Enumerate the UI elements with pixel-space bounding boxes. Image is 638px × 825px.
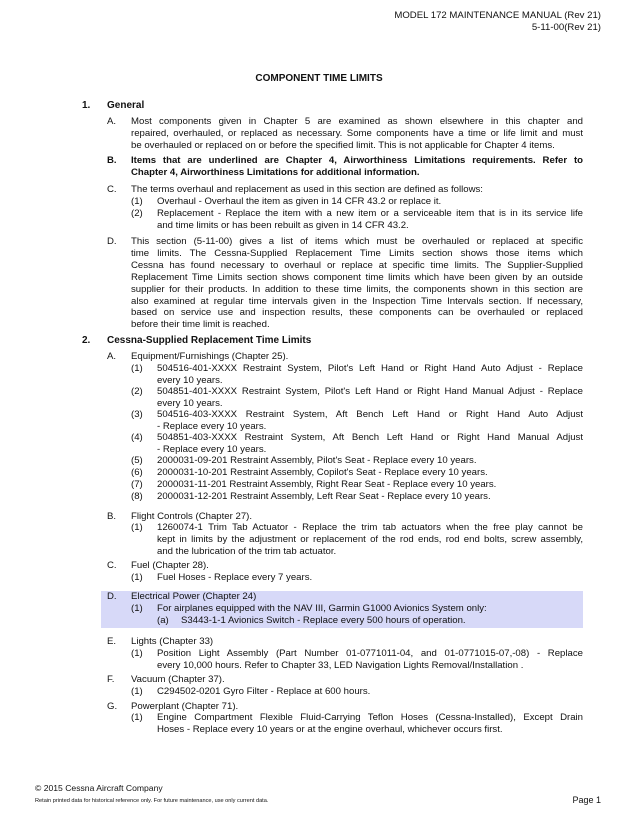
section-reference: 5-11-00(Rev 21) [531,22,601,33]
manual-page: MODEL 172 MAINTENANCE MANUAL (Rev 21) 5-11-00(Rev 21) COMPONENT TIME LIMITS 1. General A. Most components given in Chapter 5 are examined as shown elsewhere in this chapter and repaired, overhauled, or replaced as necessary. Some components have a time or life limit and must be overhauled or replaced on or before the specified limit. This is not applicable for Chapter 4 items. B. Items that are underlined are Chapter 4, Airworthiness Limitations requirements. Refer to Chapter 4, Airworthiness Limitations for additional information. C. The terms overhaul and replacement as used in this section are defined as follows: (1) Overhaul - Overhaul the item as given in 14 CFR 43.2 or replace it. (2) Replacement - Replace the item with a new item or a serviceable item that is in its service life and time limits or has been rebuilt as given in 14 CFR 43.2. D. This section (5-11-00) gives a list of items which must be overhauled or replaced at specific time limits. The Cessna-Supplied Replacement Time Limits section shows those items which Cessna has found necessary to overhaul or replace at specific time limits. The Supplier-Supplied Replacement Time Limits section shows component time limits which have been given by an outside supplier for their products. In addition to these time limits, the components shown in this section are also examined at regular time intervals given in the Inspection Time Intervals section. If necessary, based on service use and inspection results, these components can be overhauled or replaced before their time limit is reached. 2. Cessna-Supplied Replacement Time Limits A. Equipment/Furnishings (Chapter 25). (1) 504516-401-XXXX Restraint System, Pilot's Left Hand or Right Hand Auto Adjust - Replace every 10 years. (2) 504851-401-XXXX Restraint System, Pilot's Left Hand or Right Hand Manual Adjust - Replace every 10 years. (3) 504516-403-XXXX Restraint System, Aft Bench Left Hand or Right Hand Auto Adjust - Replace every 10 years. (4) 504851-403-XXXX Restraint System, Aft Bench Left Hand or Right Hand Manual Adjust - Replace every 10 years. (5) 2000031-09-201 Restraint Assembly, Pilot's Seat - Replace every 10 years. (6) 2000031-10-201 Restraint Assembly, Copilot's Seat - Replace every 10 years. (7) 2000031-11-201 Restraint Assembly, Right Rear Seat - Replace every 10 years. (8) 2000031-12-201 Restraint Assembly, Left Rear Seat - Replace every 10 years. B. Flight Controls (Chapter 27). (1) 1260074-1 Trim Tab Actuator - Replace the trim tab actuators when the free play cannot be kept in limits by the adjustment or replacement of the rod ends, rod end bolts, screw assembly, and the lubrication of the trim tab actuator. C. Fuel (Chapter 28). (1) Fuel Hoses - Replace every 7 years. D. Electrical Power (Chapter 24) (1) For airplanes equipped with the NAV III, Garmin G1000 Avionics System only: (a) S3443-1-1 Avionics Switch - Replace every 500 hours of operation. E. Lights (Chapter 33) (1) Position Light Assembly (Part Number 01-0771011-04, and 01-0771015-07,-08) - Replace every 10,000 hours. Refer to Chapter 33, LED Navigation Lights Removal/Installation . F. Vacuum (Chapter 37). (1) C294502-0201 Gyro Filter - Replace at 600 hours. G. Powerplant (Chapter 71). (1) Engine Compartment Flexible Fluid-Carrying Teflon Hoses (Cessna-Installed), Except Drain Hoses - Replace every 10 years or at the engine overhaul, whichever occurs first. © 2015 Cessna Aircraft Company Retain printed data for historical reference only. For future maintenance, use only current data. Page 1 [0,0,638,825]
page-number: Page 1 [572,795,601,805]
retention-notice: Retain printed data for historical reference only. For future maintenance, use only current data. [35,798,269,804]
running-header [394,10,601,34]
copyright-notice: © 2015 Cessna Aircraft Company [35,783,163,793]
manual-title: MODEL 172 MAINTENANCE MANUAL (Rev 21) [394,10,601,21]
page-title: COMPONENT TIME LIMITS [255,73,383,84]
